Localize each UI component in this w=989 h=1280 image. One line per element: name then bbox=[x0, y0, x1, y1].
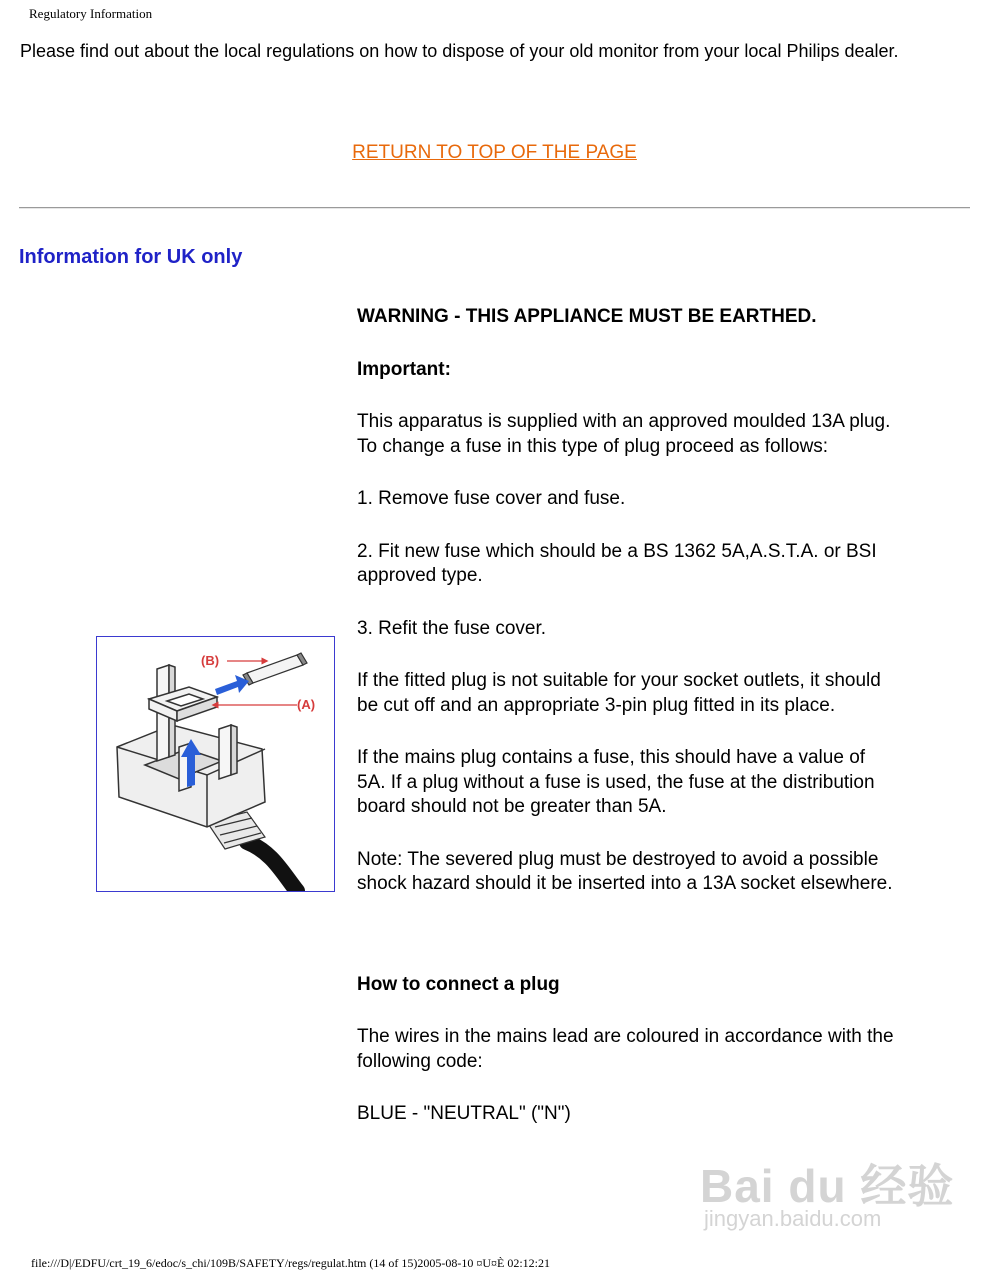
step-2: 2. Fit new fuse which should be a BS 1362 5A,A.S.T.A. or BSI approved type. bbox=[357, 540, 877, 586]
plug-illustration bbox=[97, 637, 334, 891]
section-title: Information for UK only bbox=[19, 246, 243, 268]
blue-neutral-line: BLUE - "NEUTRAL" ("N") bbox=[357, 1103, 571, 1124]
earth-warning: WARNING - THIS APPLIANCE MUST BE EARTHED. bbox=[357, 306, 817, 327]
connect-plug-heading: How to connect a plug bbox=[357, 973, 560, 995]
horizontal-divider bbox=[19, 207, 970, 209]
step-1: 1. Remove fuse cover and fuse. bbox=[357, 488, 626, 509]
wire-colour-paragraph: The wires in the mains lead are coloured in accordance with the following code: bbox=[357, 1026, 894, 1072]
disposal-intro-text: Please find out about the local regulations on how to dispose of your old monitor from your local Philips dealer. bbox=[20, 41, 899, 61]
uk-instructions bbox=[357, 305, 897, 1155]
plug-unsuitable-paragraph: If the fitted plug is not suitable for your socket outlets, it should be cut off and an appropriate 3-pin plug fitted in its place. bbox=[357, 670, 881, 716]
page-header-title: Regulatory Information bbox=[29, 6, 153, 21]
return-to-top-link[interactable]: RETURN TO TOP OF THE PAGE bbox=[352, 142, 637, 163]
label-a: (A) bbox=[297, 697, 316, 712]
mains-fuse-paragraph: If the mains plug contains a fuse, this should have a value of 5A. If a plug without a fuse is used, the fuse at the distribution board should not be greater than 5A. bbox=[357, 747, 875, 817]
supply-paragraph: This apparatus is supplied with an approved moulded 13A plug. To change a fuse in this type of plug proceed as follows: bbox=[357, 411, 891, 457]
watermark-brand: Bai du 经验 bbox=[700, 1160, 955, 1212]
severed-plug-note: Note: The severed plug must be destroyed to avoid a possible shock hazard should it be inserted into a 13A socket elsewhere. bbox=[357, 848, 893, 894]
return-link-row bbox=[0, 142, 989, 164]
watermark-url: jingyan.baidu.com bbox=[704, 1206, 882, 1231]
cable-shape bbox=[247, 842, 297, 891]
step-3: 3. Refit the fuse cover. bbox=[357, 617, 547, 639]
file-path-footer: file:///D|/EDFU/crt_19_6/edoc/s_chi/109B/SAFETY/regs/regulat.htm (14 of 15)2005-08-10 ¤U¤È 02:12:21 bbox=[31, 1256, 551, 1270]
important-label: Important: bbox=[357, 358, 451, 380]
fuse-shape bbox=[243, 653, 307, 685]
label-b: (B) bbox=[201, 653, 220, 668]
plug-fuse-diagram bbox=[96, 636, 335, 892]
